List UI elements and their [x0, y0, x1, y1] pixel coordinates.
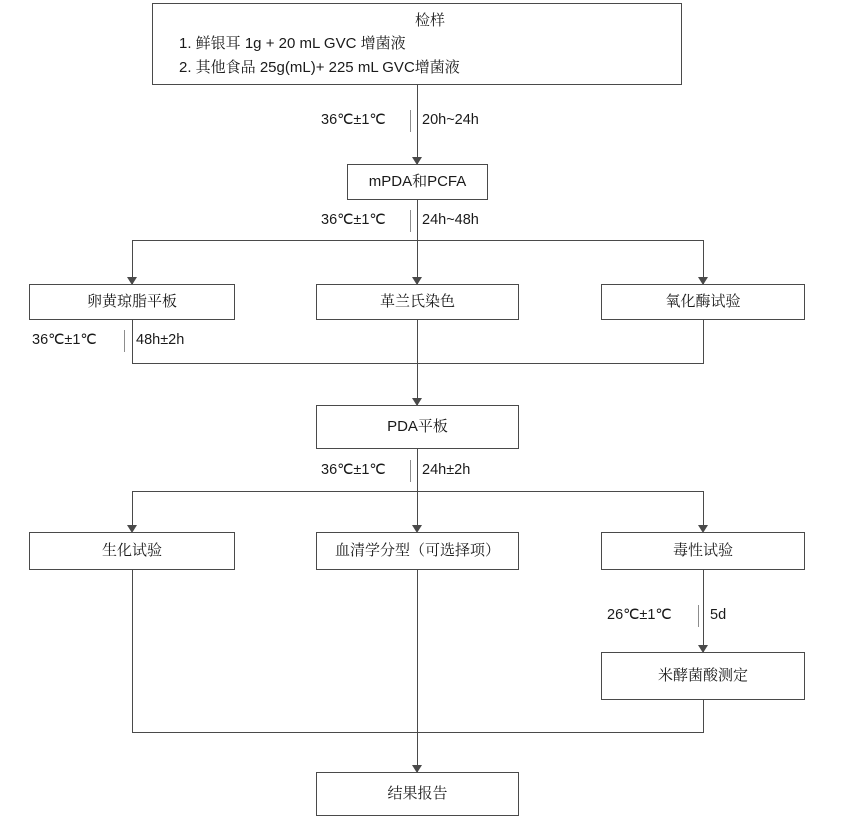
node-egg-yolk-agar[interactable]: [29, 284, 235, 320]
edge-label-toxin-production-time: 5d: [710, 607, 727, 623]
node-mpda-pcfa[interactable]: [347, 164, 488, 200]
connector-serotyping-down: [417, 570, 418, 732]
node-biochemical-test[interactable]: [29, 532, 235, 570]
bus-identification: [132, 491, 704, 492]
connector-sample-to-mpda: [417, 85, 418, 164]
edge-label-pda-incubation-temp: 36℃±1℃: [321, 462, 386, 478]
node-mpda-pcfa-label: mPDA和PCFA: [368, 173, 467, 191]
node-toxicity-test-label: 毒性试验: [672, 542, 733, 560]
node-bongkrekic-acid[interactable]: [601, 652, 805, 700]
connector-toxicity-to-bongkrekic: [703, 570, 704, 652]
edge-label-toxin-production-temp: 26℃±1℃: [607, 607, 672, 623]
node-serotyping-label: 血清学分型（可选择项）: [334, 542, 500, 560]
node-pda-plate[interactable]: [316, 405, 519, 449]
connector-eggyolk-down: [132, 320, 133, 363]
node-bongkrekic-acid-label: 米酵菌酸测定: [657, 667, 748, 685]
node-egg-yolk-agar-label: 卵黄琼脂平板: [86, 293, 177, 311]
node-serotyping[interactable]: [316, 532, 519, 570]
bus-purification: [132, 363, 704, 364]
edge-label-pda-incubation-divider: [410, 460, 411, 482]
edge-label-isolation-temp: 36℃±1℃: [321, 212, 386, 228]
edge-label-purification-temp: 36℃±1℃: [32, 332, 97, 348]
node-gram-stain[interactable]: [316, 284, 519, 320]
node-sample-line-2: 2. 其他食品 25g(mL)+ 225 mL GVC增菌液: [179, 58, 460, 76]
edge-label-enrichment-time: 20h~24h: [422, 112, 479, 128]
connector-oxidase-down: [703, 320, 704, 363]
edge-label-enrichment-temp: 36℃±1℃: [321, 112, 386, 128]
node-sample-line-1: 1. 鲜银耳 1g + 20 mL GVC 增菌液: [179, 35, 406, 53]
node-biochemical-test-label: 生化试验: [101, 542, 162, 560]
edge-label-enrichment-divider: [410, 110, 411, 132]
edge-label-isolation-divider: [410, 210, 411, 232]
connector-mpda-to-bus: [417, 200, 418, 240]
node-result-report[interactable]: [316, 772, 519, 816]
connector-biochemical-down: [132, 570, 133, 732]
edge-label-purification-time: 48h±2h: [136, 332, 185, 348]
bus-isolation: [132, 240, 704, 241]
edge-label-pda-incubation-time: 24h±2h: [422, 462, 471, 478]
node-result-report-label: 结果报告: [387, 785, 448, 803]
node-toxicity-test[interactable]: [601, 532, 805, 570]
bus-result: [132, 732, 704, 733]
edge-label-purification-divider: [124, 330, 125, 352]
node-gram-stain-label: 革兰氏染色: [379, 293, 455, 311]
node-sample[interactable]: [152, 3, 682, 85]
edge-label-isolation-time: 24h~48h: [422, 212, 479, 228]
node-oxidase-test[interactable]: [601, 284, 805, 320]
connector-bongkrekic-down: [703, 700, 704, 732]
connector-gram-down: [417, 320, 418, 363]
node-sample-line-0: 检样: [414, 12, 445, 30]
connector-pda-to-bus: [417, 449, 418, 491]
edge-label-toxin-production-divider: [698, 605, 699, 627]
node-pda-plate-label: PDA平板: [387, 418, 448, 436]
node-oxidase-test-label: 氧化酶试验: [665, 293, 741, 311]
